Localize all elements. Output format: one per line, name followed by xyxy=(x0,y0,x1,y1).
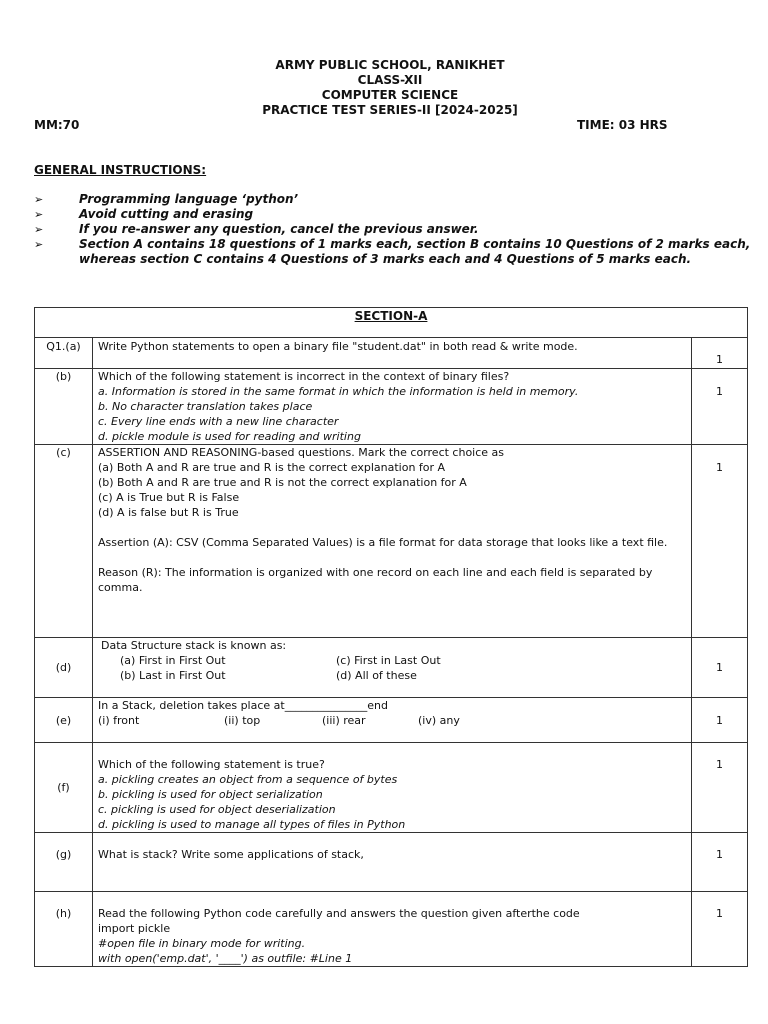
test-title: PRACTICE TEST SERIES-II [2024-2025] xyxy=(262,103,518,117)
question-row-d xyxy=(35,638,748,698)
question-body xyxy=(93,638,692,698)
option-a: a. pickling creates an object from a sequence of bytes xyxy=(98,773,398,786)
choice-d: (d) A is false but R is True xyxy=(98,506,239,519)
question-text: Read the following Python code carefully and answers the question given afterthe code xyxy=(98,907,580,920)
document-header xyxy=(0,58,768,118)
reason-text: Reason (R): The information is organized with one record on each line and each field is separated by comma. xyxy=(98,566,653,594)
subject-label: COMPUTER SCIENCE xyxy=(321,88,459,102)
option-d: d. pickle module is used for reading and writing xyxy=(98,430,361,443)
questions-table xyxy=(34,307,748,967)
question-body xyxy=(93,369,692,445)
question-number: (d) xyxy=(35,638,93,698)
question-number: Q1.(a) xyxy=(35,338,93,369)
instructions-list xyxy=(34,192,754,267)
question-number: (h) xyxy=(35,892,93,967)
option-row xyxy=(98,653,686,668)
question-row-e xyxy=(35,698,748,743)
option-a: (a) First in First Out xyxy=(120,654,226,667)
code-line: with open('emp.dat', '____') as outfile: #Line 1 xyxy=(98,952,353,965)
question-marks: 1 xyxy=(692,338,748,369)
arrow-bullet-icon: ➢ xyxy=(34,223,44,236)
question-marks: 1 xyxy=(692,445,748,638)
question-row-b xyxy=(35,369,748,445)
option-b: b. pickling is used for object serialization xyxy=(98,788,323,801)
question-text: Which of the following statement is true? xyxy=(98,758,325,771)
question-row-c xyxy=(35,445,748,638)
section-title: SECTION-A xyxy=(35,308,748,338)
choice-a: (a) Both A and R are true and R is the correct explanation for A xyxy=(98,461,446,474)
instructions-title: GENERAL INSTRUCTIONS: xyxy=(34,163,207,177)
question-text: Data Structure stack is known as: xyxy=(101,639,287,652)
instruction-item: ➢ Programming language ‘python’ xyxy=(34,192,299,206)
class-label: CLASS-XII xyxy=(357,73,423,87)
arrow-bullet-icon: ➢ xyxy=(34,238,44,251)
question-number: (b) xyxy=(35,369,93,445)
question-row-q1a xyxy=(35,338,748,369)
option-d: (d) All of these xyxy=(336,669,417,682)
question-body xyxy=(93,698,692,743)
option-c: c. pickling is used for object deserialization xyxy=(98,803,336,816)
arrow-bullet-icon: ➢ xyxy=(34,193,44,206)
question-marks: 1 xyxy=(692,743,748,833)
assertion-text: Assertion (A): CSV (Comma Separated Values) is a file format for data storage that looks like a text file. xyxy=(98,536,668,549)
option-ii: (ii) top xyxy=(224,714,261,727)
question-number: (f) xyxy=(35,743,93,833)
question-marks: 1 xyxy=(692,892,748,967)
question-marks: 1 xyxy=(692,369,748,445)
question-body xyxy=(93,743,692,833)
option-d: d. pickling is used to manage all types of files in Python xyxy=(98,818,406,831)
option-row xyxy=(98,668,686,683)
question-number: (e) xyxy=(35,698,93,743)
time-allowed: TIME: 03 HRS xyxy=(577,118,668,132)
code-comment: #open file in binary mode for writing. xyxy=(98,937,306,950)
question-text: Which of the following statement is incorrect in the context of binary files? xyxy=(98,370,510,383)
option-c: c. Every line ends with a new line character xyxy=(98,415,339,428)
question-text: In a Stack, deletion takes place at_______________end xyxy=(98,699,388,712)
option-c: (c) First in Last Out xyxy=(336,654,441,667)
option-a: a. Information is stored in the same format in which the information is held in memory. xyxy=(98,385,579,398)
option-b: (b) Last in First Out xyxy=(120,669,226,682)
question-number: (c) xyxy=(35,445,93,638)
option-row xyxy=(98,713,686,728)
question-body xyxy=(93,892,692,967)
option-iii: (iii) rear xyxy=(322,714,366,727)
instruction-item: ➢ Section A contains 18 questions of 1 marks each, section B contains 10 Questions of 2 marks each, whereas section C contains 4 Questions of 3 marks each and 4 Questions of 5 marks each. xyxy=(34,237,751,266)
school-name: ARMY PUBLIC SCHOOL, RANIKHET xyxy=(275,58,505,72)
option-i: (i) front xyxy=(98,714,140,727)
option-iv: (iv) any xyxy=(418,714,460,727)
code-line: import pickle xyxy=(98,922,171,935)
question-text: What is stack? Write some applications of stack, xyxy=(93,833,692,892)
option-b: b. No character translation takes place xyxy=(98,400,313,413)
choice-b: (b) Both A and R are true and R is not the correct explanation for A xyxy=(98,476,467,489)
question-text: ASSERTION AND REASONING-based questions. Mark the correct choice as xyxy=(98,446,505,459)
question-row-f xyxy=(35,743,748,833)
question-number: (g) xyxy=(35,833,93,892)
arrow-bullet-icon: ➢ xyxy=(34,208,44,221)
question-row-h xyxy=(35,892,748,967)
choice-c: (c) A is True but R is False xyxy=(98,491,240,504)
question-text: Write Python statements to open a binary file "student.dat" in both read & write mode. xyxy=(93,338,692,369)
instruction-item: ➢ If you re-answer any question, cancel the previous answer. xyxy=(34,222,479,236)
question-marks: 1 xyxy=(692,638,748,698)
question-body xyxy=(93,445,692,638)
instruction-item: ➢ Avoid cutting and erasing xyxy=(34,207,254,221)
question-row-g xyxy=(35,833,748,892)
max-marks: MM:70 xyxy=(34,118,80,132)
question-marks: 1 xyxy=(692,833,748,892)
section-header-row xyxy=(35,308,748,338)
question-marks: 1 xyxy=(692,698,748,743)
